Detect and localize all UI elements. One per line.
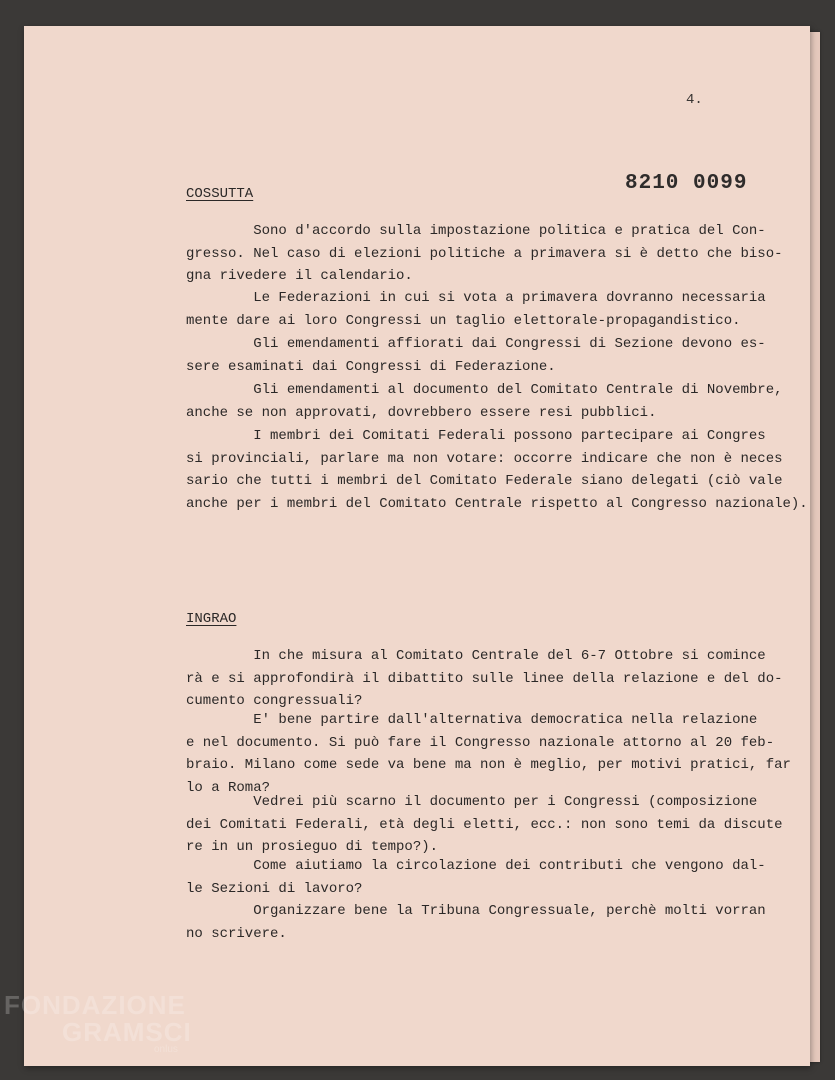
paragraph: Come aiutiamo la circolazione dei contributi che vengono dal- le Sezioni di lavoro? <box>186 858 766 897</box>
paragraph: Le Federazioni in cui si vota a primavera dovranno necessaria mente dare ai loro Congressi un taglio elettorale-propagandistico. <box>186 290 766 329</box>
paragraph: In che misura al Comitato Centrale del 6-7 Ottobre si comince rà e si approfondirà il dibattito sulle linee della relazione e del do- cumento congressuali? <box>186 648 783 709</box>
paragraph: Gli emendamenti al documento del Comitato Centrale di Novembre, anche se non approvati, dovrebbero essere resi pubblici. <box>186 382 783 421</box>
paragraph: Sono d'accordo sulla impostazione politica e pratica del Con- gresso. Nel caso di elezioni politiche a primavera si è detto che biso- gna rivedere il calendario. <box>186 223 783 284</box>
archive-code-stamp: 8210 0099 <box>625 172 748 195</box>
speaker-ingrao: INGRAO <box>186 611 237 627</box>
speaker-cossutta: COSSUTTA <box>186 186 254 202</box>
page-number: 4. <box>686 92 703 108</box>
paragraph: Gli emendamenti affiorati dai Congressi di Sezione devono es- sere esaminati dai Congressi di Federazione. <box>186 336 766 375</box>
paragraph: Organizzare bene la Tribuna Congressuale, perchè molti vorran no scrivere. <box>186 903 766 942</box>
fondazione-gramsci-watermark-logo <box>4 990 192 1055</box>
paragraph: I membri dei Comitati Federali possono partecipare ai Congres si provinciali, parlare ma non votare: occorre indicare che non è neces sario che tutti i membri del Comitato Federale siano delegati (ciò vale anche per i membri del Comitato Centrale rispetto al Congresso nazionale). <box>186 428 808 512</box>
paragraph: E' bene partire dall'alternativa democratica nella relazione e nel documento. Si può fare il Congresso nazionale attorno al 20 feb- braio. Milano come sede va bene ma non è meglio, per motivi pratici, lo a Roma? <box>186 712 775 796</box>
watermark-line: FONDAZIONE <box>4 990 186 1020</box>
watermark-line: onlus <box>154 1044 178 1055</box>
watermark-line: GRAMSCI <box>62 1017 192 1047</box>
paragraph: Vedrei più scarno il documento per i Congressi (composizione dei Comitati Federali, età degli eletti, ecc.: non sono temi da discute re in un prosieguo di tempo?). <box>186 794 783 855</box>
